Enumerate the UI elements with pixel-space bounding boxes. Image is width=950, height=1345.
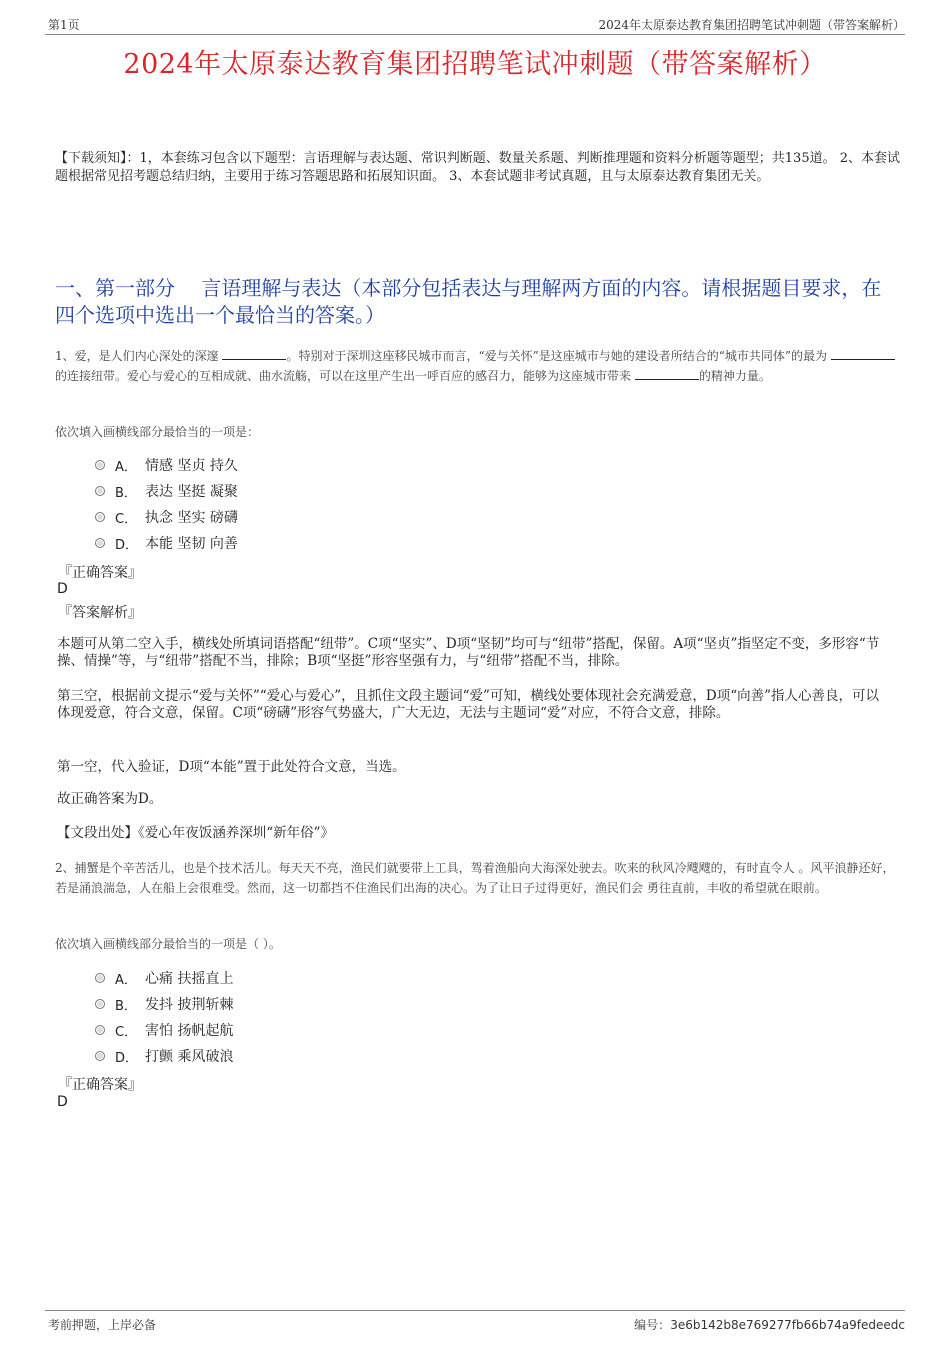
option-c[interactable]: C． 执念 坚实 磅礴	[95, 504, 238, 530]
option-a[interactable]: A． 心痛 扶摇直上	[95, 965, 233, 991]
analysis-paragraph: 第三空，根据前文提示“爱与关怀”“爱心与爱心”，且抓住文段主题词“爱”可知，横线处要体现社会充满爱意，D项“向善”指人心善良，可以体现爱意，符合文意，保留。C项“磅礴”形容气势盛大，广大无边，无法与主题词“爱”对应，不符合文意，排除。	[57, 688, 880, 721]
header-doc-title: 2024年太原泰达教育集团招聘笔试冲刺题（带答案解析）	[598, 18, 905, 32]
radio-icon[interactable]	[95, 486, 105, 496]
correct-answer-label: 『正确答案』	[58, 1077, 142, 1093]
analysis-paragraph: 第一空，代入验证，D项“本能”置于此处符合文意，当选。	[57, 759, 406, 775]
radio-icon[interactable]	[95, 1051, 105, 1061]
option-b[interactable]: B． 表达 坚挺 凝聚	[95, 478, 238, 504]
blank-line	[635, 367, 699, 380]
question-1-text	[55, 346, 895, 386]
footer-code-value: 3e6b142b8e769277fb66b74a9fedeedc	[670, 1318, 905, 1332]
blank-line	[831, 347, 895, 360]
option-b[interactable]: B． 发抖 披荆斩棘	[95, 991, 233, 1017]
page-header	[45, 14, 905, 35]
option-d[interactable]: D． 打颤 乘风破浪	[95, 1043, 233, 1069]
q1-text-part1: 1、爱，是人们内心深处的深邃	[55, 349, 223, 363]
q1-text-part4: 的精神力量。	[698, 369, 771, 383]
radio-icon[interactable]	[95, 538, 105, 548]
analysis-label: 『答案解析』	[58, 605, 142, 621]
analysis-paragraph: 本题可从第二空入手，横线处所填词语搭配“纽带”。C项“坚实”、D项“坚韧”均可与“纽带”搭配，保留。A项“坚贞”指坚定不变，多形容“节操、情操”等，与“纽带”搭配不当，排除；B项“坚挺”形容坚强有力，与“纽带”搭配不当，排除。	[57, 636, 880, 669]
radio-icon[interactable]	[95, 973, 105, 983]
correct-answer: D	[57, 581, 68, 597]
option-a[interactable]: A． 情感 坚贞 持久	[95, 452, 238, 478]
question-2-options	[95, 965, 233, 1069]
footer-slogan: 考前押题，上岸必备	[48, 1318, 157, 1332]
footer-code-label: 编号：	[634, 1318, 671, 1332]
footer-code	[634, 1316, 905, 1333]
radio-icon[interactable]	[95, 999, 105, 1009]
radio-icon[interactable]	[95, 460, 105, 470]
option-d[interactable]: D． 本能 坚韧 向善	[95, 530, 238, 556]
document-title: 2024年太原泰达教育集团招聘笔试冲刺题（带答案解析）	[123, 49, 827, 80]
q1-text-part3: 的连接纽带。爱心与爱心的互相成就、曲水流觞，可以在这里产生出一呼百应的感召力，能够为这座城市带来	[55, 369, 635, 383]
correct-answer-label: 『正确答案』	[58, 565, 142, 581]
page-number: 第1页	[48, 18, 80, 32]
page-footer	[45, 1310, 905, 1335]
radio-icon[interactable]	[95, 1025, 105, 1035]
question-2-prompt: 依次填入画横线部分最恰当的一项是（ ）。	[55, 937, 281, 951]
blank-line	[222, 347, 286, 360]
download-notice: 【下载须知】：1，本套练习包含以下题型：言语理解与表达题、常识判断题、数量关系题、判断推理题和资料分析题等题型；共135道。 2、本套试题根据常见招考题总结归纳，主要用于练习答题思路和拓展知识面。 3、本套试题非考试真题，且与太原泰达教育集团无关。	[55, 151, 900, 184]
radio-icon[interactable]	[95, 512, 105, 522]
source-citation: 【文段出处】《爱心年夜饭涵养深圳“新年俗”》	[57, 825, 335, 841]
option-c[interactable]: C． 害怕 扬帆起航	[95, 1017, 233, 1043]
correct-answer: D	[57, 1094, 68, 1110]
section-heading: 一、第一部分 言语理解与表达（本部分包括表达与理解两方面的内容。请根据题目要求，在四个选项中选出一个最恰当的答案。）	[55, 276, 882, 327]
analysis-paragraph: 故正确答案为D。	[57, 791, 163, 807]
q1-text-part2: 。特别对于深圳这座移民城市而言，“爱与关怀”是这座城市与她的建设者所结合的“城市共同体”的最为	[286, 349, 831, 363]
question-2-text: 2、捕蟹是个辛苦活儿，也是个技术活儿。每天天不亮，渔民们就要带上工具，驾着渔船向大海深处驶去。吹来的秋风冷飕飕的，有时直令人 。风平浪静还好，若是涌浪湍急，人在船上会很难受。然而，这一切都挡不住渔民们出海的决心。为了让日子过得更好，渔民们会 勇往直前，丰收的希望就在眼前。	[55, 861, 895, 895]
question-1-options	[95, 452, 238, 556]
question-1-prompt: 依次填入画横线部分最恰当的一项是：	[55, 425, 260, 439]
